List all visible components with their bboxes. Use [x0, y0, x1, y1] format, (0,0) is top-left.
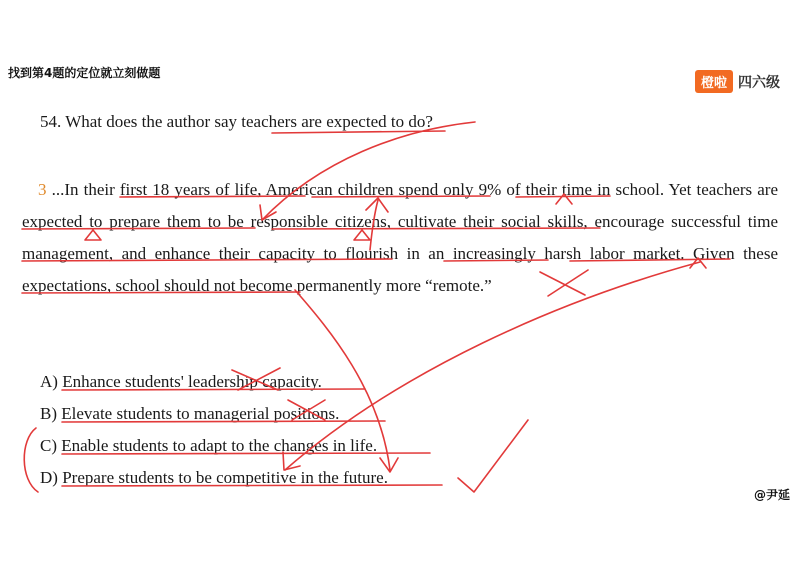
- option-letter: A): [40, 372, 58, 391]
- brand-text: 四六级: [738, 74, 780, 91]
- option-d[interactable]: [40, 462, 388, 494]
- option-letter: B): [40, 404, 57, 423]
- answer-options: [40, 366, 388, 494]
- passage-paragraph: [22, 174, 778, 302]
- paragraph-number: 3: [38, 180, 47, 199]
- option-text: Prepare students to be competitive in the future.: [62, 468, 388, 487]
- option-text: Elevate students to managerial positions.: [61, 404, 340, 423]
- option-letter: C): [40, 436, 57, 455]
- passage-text: ...In their first 18 years of life, American children spend only 9% of their time in school. Yet teachers are expected to prepare them to be responsible citizens, cultivate their social skills, encourage successful time management, and enhance their capacity to flourish in an increasingly harsh labor market. Given these expectations, school should not become permanently more “remote.”: [22, 180, 778, 295]
- option-text: Enhance students' leadership capacity.: [62, 372, 322, 391]
- option-a[interactable]: [40, 366, 388, 398]
- option-b[interactable]: [40, 398, 388, 430]
- instruction-note: 找到第4题的定位就立刻做题: [8, 66, 161, 80]
- author-signature: @尹延: [753, 488, 790, 502]
- bracket-mark: [24, 428, 38, 492]
- option-letter: D): [40, 468, 58, 487]
- check-mark: [458, 420, 528, 492]
- question-text: 54. What does the author say teachers are expected to do?: [40, 112, 433, 131]
- brand-badge: 橙啦: [695, 70, 733, 93]
- option-text: Enable students to adapt to the changes in life.: [61, 436, 378, 455]
- option-c[interactable]: [40, 430, 388, 462]
- brand-logo: [695, 70, 780, 93]
